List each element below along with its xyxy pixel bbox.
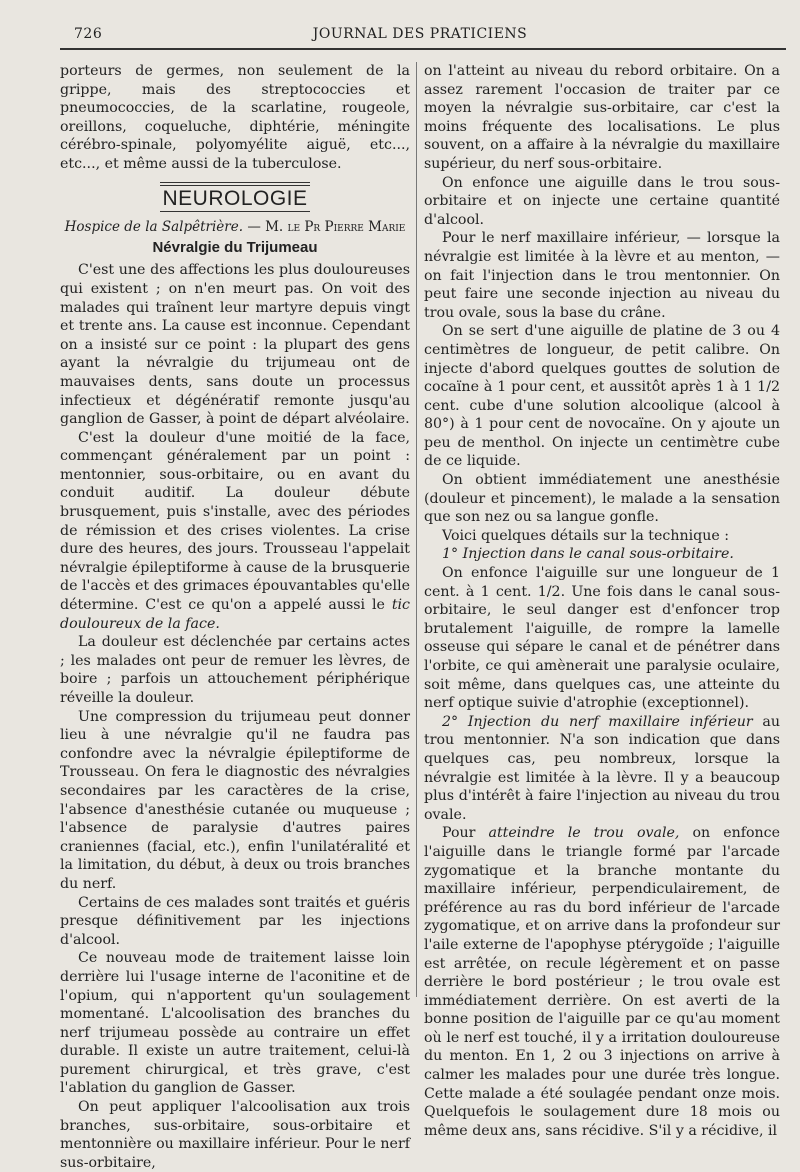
- paragraph: [60, 429, 410, 634]
- subheading-text: 1° Injection dans le canal sous-orbitaire.: [442, 546, 734, 563]
- byline: [60, 218, 410, 237]
- intro-paragraph: porteurs de germes, non seulement de la grippe, mais des streptococcies et pneumococcies, de la scarlatine, rougeole, oreillons, coqueluche, diphtérie, méningite cérébro-spinale, polyomyélite aiguë, etc..., etc..., et même aussi de la tuberculose.: [60, 63, 410, 172]
- italic-term: atteindre le trou ovale,: [488, 825, 680, 842]
- paragraph: C'est une des affections les plus douloureuses qui existent ; on n'en meurt pas. On voit des malades qui traînent leur martyre depuis vingt et trente ans. La cause est inconnue. Cependant on a insisté sur ce point : la plupart des gens ayant la névralgie du trijumeau ont de mauvaises dents, sans doute un processus infectieux et dégénératif remonte jusqu'au ganglion de Gasser, à point de départ alvéolaire.: [60, 262, 410, 428]
- left-column: [60, 62, 410, 1172]
- column-divider: [416, 62, 417, 997]
- section-title: NEUROLOGIE: [162, 186, 308, 210]
- byline-author: — M. le Pr Pierre Marie: [247, 219, 406, 236]
- paragraph: on l'atteint au niveau du rebord orbitaire. On a assez rarement l'occasion de traiter par ce moyen la névralgie sus-orbitaire, car c'est la moins fréquente des localisations. Le plus souvent, on a affaire à la névralgie du maxillaire supérieur, du nerf sous-orbitaire.: [424, 63, 780, 172]
- page-number: 726: [74, 26, 103, 42]
- section-underline: [160, 211, 310, 212]
- paragraph-text: on enfonce l'aiguille dans le triangle formé par l'arcade zygomatique et la branche montante du maxillaire inférieur, perpendiculairement, de préférence au ras du bord inférieur de l'arcade zygomatique, et on arrive dans la profondeur sur l'aile externe de l'apophyse ptérygoïde ; l'aiguille est arrêtée, on recule légèrement et on passe derrière le bord postérieur ; le trou ovale est immédiatement derrière. On est averti de la bonne position de l'aiguille par ce qu'au moment où le nerf est touché, il y a irritation douloureuse du menton. En 1, 2 ou 3 injections on arrive à calmer les malades pour une durée très longue. Cette malade a été soulagée pendant onze mois. Quelquefois le soulagement dure 18 mois ou même deux ans, sans récidive. S'il y a récidive, il: [424, 825, 781, 1139]
- paragraph-text: Pour: [442, 825, 476, 842]
- italic-term: tic douloureux de la face.: [60, 597, 410, 632]
- paragraph: Une compression du trijumeau peut donner lieu à une névralgie qu'il ne faudra pas confondre avec la névralgie épileptiforme de Trousseau. On fera le diagnostic des névralgies secondaires par les caractères de la crise, l'absence d'anesthésie cutanée ou muqueuse ; l'absence de paralysie d'autres paires craniennes (facial, etc.), enfin l'unilatéralité et la limitation, du début, à deux ou trois branches du nerf.: [60, 708, 410, 892]
- subheading-text: 2° Injection du nerf maxillaire inférieur: [442, 713, 753, 730]
- paragraph: [424, 713, 780, 825]
- running-header: [60, 26, 780, 48]
- paragraph: On se sert d'une aiguille de platine de 3 ou 4 centimètres de longueur, de petit calibre. On injecte d'abord quelques gouttes de solution de cocaïne à 1 pour cent, et aussitôt après 1 à 1 1/2 cent. cube d'une solution alcoolique (alcool à 80°) à 1 pour cent de novocaïne. On y ajoute un peu de menthol. On injecte un centimètre cube de ce liquide.: [424, 323, 780, 470]
- section-heading: [60, 182, 410, 213]
- subheading: [424, 545, 780, 564]
- paragraph: On enfonce l'aiguille sur une longueur de 1 cent. à 1 cent. 1/2. Une fois dans le canal sous-orbitaire, le seul danger est d'enfoncer trop brutalement l'aiguille, de rompre la lamelle osseuse qui sépare le canal et de pénétrer dans l'orbite, ce qui amènerait une paralysie oculaire, soit même, dans quelques cas, une atteinte du nerf optique suivie d'atrophie (exceptionnel).: [424, 565, 780, 712]
- paragraph: La douleur est déclenchée par certains actes ; les malades ont peur de remuer les lèvres, de boire ; parfois un attouchement périphérique réveille la douleur.: [60, 634, 410, 706]
- byline-place: Hospice de la Salpêtrière.: [64, 219, 244, 236]
- paragraph: Voici quelques détails sur la technique :: [442, 527, 730, 544]
- paragraph: On peut appliquer l'alcoolisation aux trois branches, sus-orbitaire, sous-orbitaire et mentonnière ou maxillaire inférieur. Pour le nerf sus-orbitaire,: [60, 1099, 410, 1171]
- header-rule: [60, 48, 786, 50]
- paragraph: On enfonce une aiguille dans le trou sous-orbitaire et on injecte une certaine quantité d'alcool.: [424, 174, 780, 228]
- paragraph: Certains de ces malades sont traités et guéris presque définitivement par les injections d'alcool.: [60, 894, 410, 948]
- paragraph: Pour le nerf maxillaire inférieur, — lorsque la névralgie est limitée à la lèvre et au menton, — on fait l'injection dans le trou mentonnier. On peut faire une seconde injection au niveau du trou ovale, sous la base du crâne.: [424, 230, 780, 321]
- paragraph: On obtient immédiatement une anesthésie (douleur et pincement), le malade a la sensation que son nez ou sa langue gonfle.: [424, 472, 780, 526]
- paragraph-text: C'est la douleur d'une moitié de la face, commençant généralement par un point : mentonnier, sous-orbitaire, ou en avant du conduit auditif. La douleur débute brusquement, puis s'installe, avec des périodes de rémission et des crises violentes. La crise dure des heures, des jours. Trousseau l'appelait névralgie épileptiforme à cause de la brusquerie de l'accès et des grimaces épouvantables qu'elle détermine. C'est ce qu'on a appelé aussi le: [60, 429, 411, 614]
- journal-title: JOURNAL DES PRATICIENS: [312, 26, 528, 42]
- section-ornament: [160, 182, 310, 186]
- article-title: Névralgie du Trijumeau: [152, 238, 318, 256]
- paragraph: [424, 824, 780, 1140]
- paragraph-text: au trou mentonnier. N'a son indication que dans quelques cas, peu nombreux, lorsque la névralgie est limitée à la lèvre. Il y a beaucoup plus d'intérêt à faire l'injection au niveau du trou ovale.: [424, 713, 781, 823]
- right-column: [424, 62, 780, 1140]
- paragraph: Ce nouveau mode de traitement laisse loin derrière lui l'usage interne de l'aconitine et de l'opium, qui n'apportent qu'un soulagement momentané. L'alcoolisation des branches du nerf trijumeau possède au contraire un effet durable. Il existe un autre traitement, celui-là purement chirurgical, et très grave, c'est l'ablation du ganglion de Gasser.: [60, 950, 410, 1097]
